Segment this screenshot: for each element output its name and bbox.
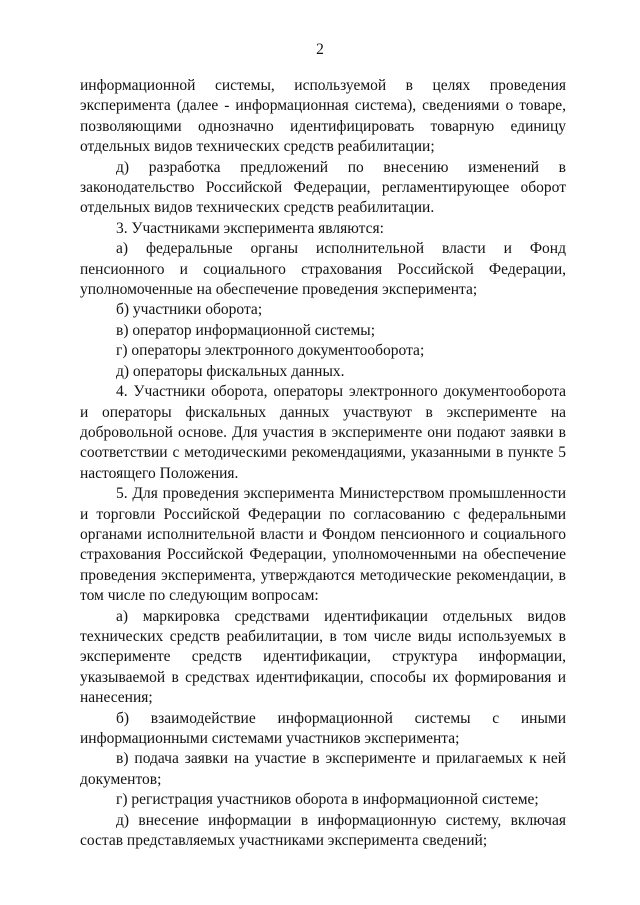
paragraph-item-b-interaction: б) взаимодействие информационной системы с иными информационными системами участников эксперимента; — [80, 709, 566, 747]
document-body — [80, 76, 566, 851]
paragraph-section-4: 4. Участники оборота, операторы электронного документооборота и операторы фискальных данных участвуют в эксперименте на добровольной основе. Для участия в эксперименте они подают заявки в соответствии с методическими рекомендациями, указанными в пункте 5 настоящего Положения. — [80, 383, 566, 482]
paragraph-item-g-edo-operators: г) операторы электронного документооборота; — [116, 342, 425, 360]
paragraph-item-d-information-entry: д) внесение информации в информационную систему, включая состав представляемых участниками эксперимента сведений; — [80, 811, 566, 850]
paragraph-item-a-marking: а) маркировка средствами идентификации отдельных видов технических средств реабилитации, в том числе виды используемых в эксперименте средств идентификации, структура информации, указываемой в средствах идентификации, способы их формирования и нанесения; — [80, 607, 566, 707]
paragraph-continuation: информационной системы, используемой в целях проведения эксперимента (далее - информационная система), сведениями о товаре, позволяющими однозначно идентифицировать товарную единицу отдельных видов технических средств реабилитации; — [80, 77, 566, 156]
paragraph-section-5: 5. Для проведения эксперимента Министерством промышленности и торговли Российской Федерации по согласованию с федеральными органами исполнительной власти и Фондом пенсионного и социального страхования Российской Федерации, уполномоченными на обеспечение проведения эксперимента, утверждаются методические рекомендации, в том числе по следующим вопросам: — [80, 485, 566, 605]
page-number: 2 — [316, 41, 324, 58]
paragraph-item-d-fiscal-operators: д) операторы фискальных данных. — [116, 362, 345, 380]
paragraph-item-b-participants: б) участники оборота; — [116, 301, 263, 319]
paragraph-section-3: 3. Участниками эксперимента являются: — [116, 219, 384, 237]
paragraph-item-a-authorities: а) федеральные органы исполнительной власти и Фонд пенсионного и социального страхования Российской Федерации, уполномоченные на обеспечение проведения эксперимента; — [80, 240, 566, 299]
paragraph-item-d-development: д) разработка предложений по внесению изменений в законодательство Российской Федерации, регламентирующее оборот отдельных видов технических средств реабилитации. — [80, 158, 566, 217]
paragraph-item-v-operator: в) оператор информационной системы; — [116, 321, 376, 339]
paragraph-item-g-registration: г) регистрация участников оборота в информационной системе; — [116, 791, 539, 809]
paragraph-item-v-application: в) подача заявки на участие в эксперименте и прилагаемых к ней документов; — [80, 750, 566, 788]
